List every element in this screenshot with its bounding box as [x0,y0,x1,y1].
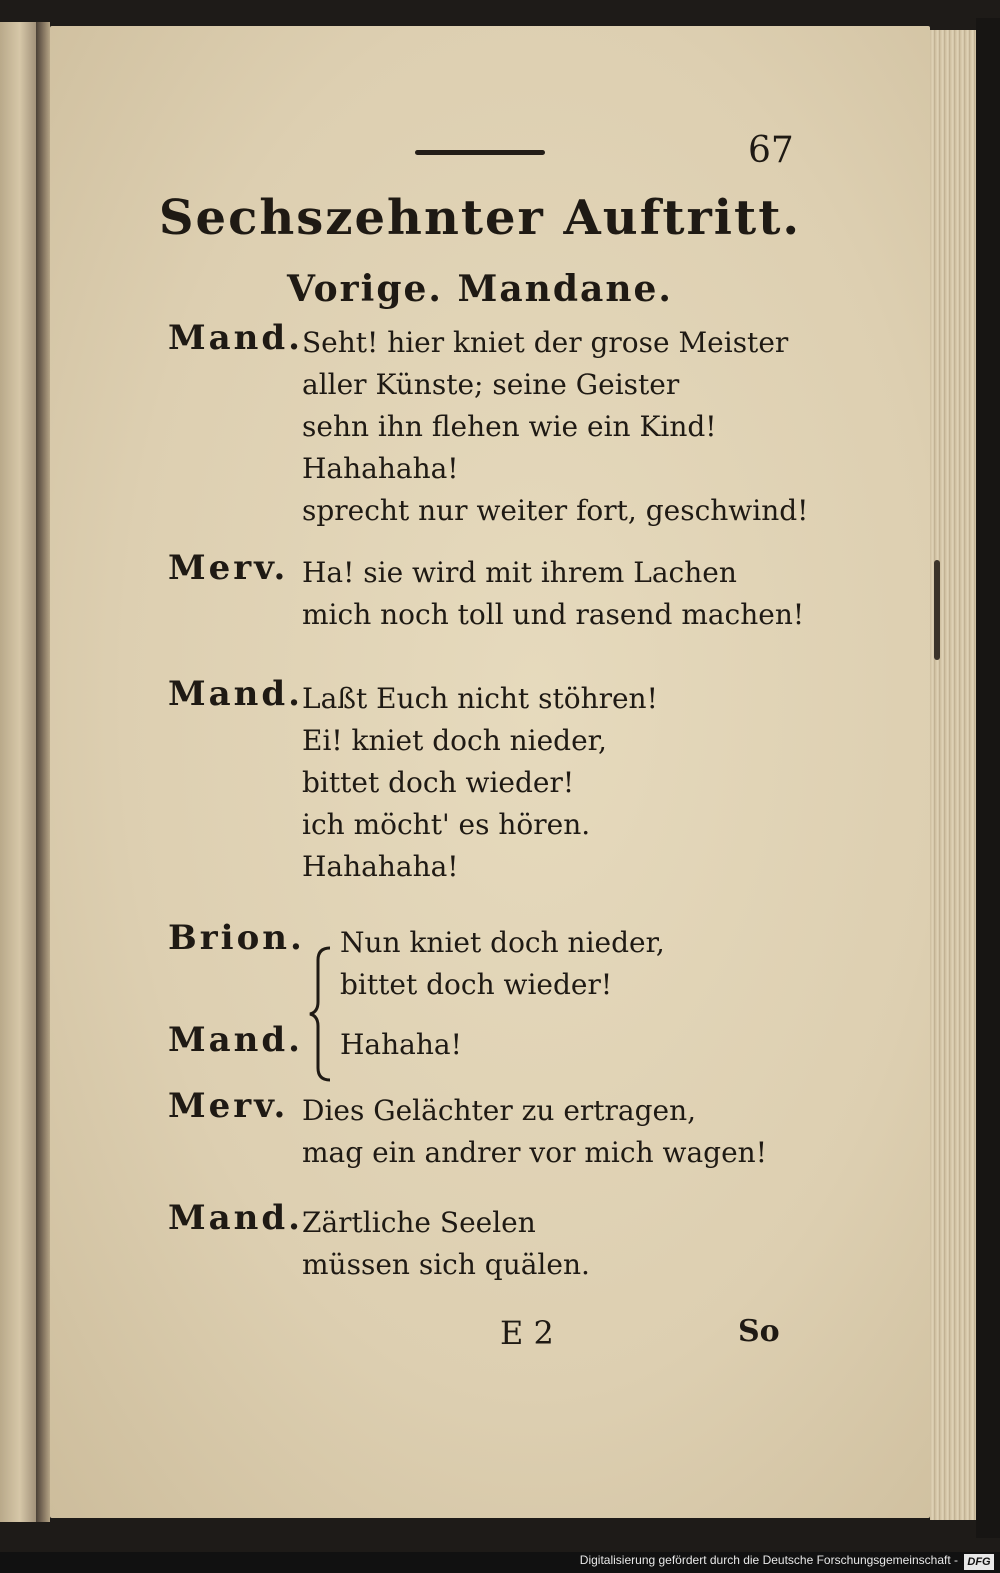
speaker-label: Brion. [168,918,305,958]
verse-line: ich möcht' es hören. [302,808,591,841]
speaker-label: Merv. [168,1086,289,1126]
verse-line: Hahahaha! [302,452,459,485]
page-number: 67 [748,130,794,171]
verse-line: Ei! kniet doch nieder, [302,724,607,757]
funding-credit: Digitalisierung gefördert durch die Deutsche Forschungsgemeinschaft - [579,1553,958,1567]
previous-page-edge [0,22,36,1522]
verse-line: bittet doch wieder! [340,968,613,1001]
background-edge [976,18,1000,1538]
brace-icon [308,944,336,1084]
speaker-label: Mand. [168,674,303,714]
verse-line: sehn ihn flehen wie ein Kind! [302,410,717,443]
speaker-label: Mand. [168,1020,303,1060]
verse-line: Zärtliche Seelen [302,1206,536,1239]
speaker-label: Mand. [168,1198,303,1238]
verse-line: Seht! hier kniet der grose Meister [302,326,789,359]
dfg-logo: DFG [964,1554,994,1570]
verse-line: sprecht nur weiter fort, geschwind! [302,494,809,527]
page-block-edges [930,30,976,1520]
verse-line: Ha! sie wird mit ihrem Lachen [302,556,737,589]
speaker-label: Mand. [168,318,303,358]
verse-line: Hahaha! [340,1028,462,1061]
verse-line: bittet doch wieder! [302,766,575,799]
bookmark-ribbon [934,560,940,660]
verse-line: mag ein andrer vor mich wagen! [302,1136,767,1169]
verse-line: Hahahaha! [302,850,459,883]
book-gutter [36,22,50,1522]
signature-mark: E 2 [500,1314,554,1352]
book-page [50,26,930,1518]
verse-line: Laßt Euch nicht stöhren! [302,682,658,715]
catchword: So [738,1314,780,1349]
header-rule [415,150,545,155]
speaker-label: Merv. [168,548,289,588]
scene-title: Sechszehnter Auftritt. [158,190,802,246]
cast-list: Vorige. Mandane. [287,268,673,310]
verse-line: mich noch toll und rasend machen! [302,598,805,631]
verse-line: aller Künste; seine Geister [302,368,680,401]
verse-line: Nun kniet doch nieder, [340,926,665,959]
verse-line: Dies Gelächter zu ertragen, [302,1094,697,1127]
verse-line: müssen sich quälen. [302,1248,590,1281]
